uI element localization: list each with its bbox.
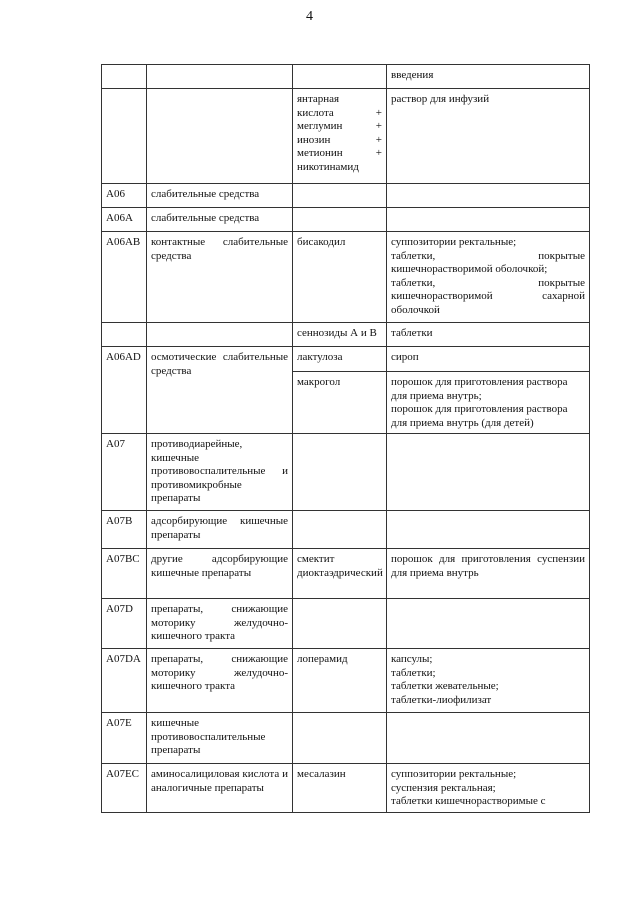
table-row bbox=[102, 323, 590, 347]
group-name-cell bbox=[147, 89, 293, 184]
dosage-form-line: сироп bbox=[391, 351, 419, 363]
atc-code-cell: A06AB bbox=[102, 232, 147, 323]
atc-code-cell: A07 bbox=[102, 434, 147, 511]
table-row bbox=[102, 713, 590, 764]
substance-text: инозин bbox=[297, 133, 331, 146]
group-name-cell bbox=[147, 323, 293, 347]
dosage-form-cell bbox=[387, 434, 590, 511]
dosage-form-cell bbox=[387, 184, 590, 208]
group-name-cell: препараты, снижающие моторику желудочно-кишечного тракта bbox=[147, 649, 293, 713]
dosage-form-line: суппозитории ректальные; bbox=[391, 236, 517, 248]
table-row bbox=[102, 65, 590, 89]
dosage-form-line: таблетки-лиофилизат bbox=[391, 693, 492, 706]
substance-line: лактулоза bbox=[297, 351, 343, 363]
group-name-cell: слабительные средства bbox=[147, 184, 293, 208]
dosage-form-cell bbox=[387, 89, 590, 184]
substance-cell bbox=[293, 511, 387, 549]
dosage-form-line: введения bbox=[391, 69, 434, 81]
dosage-form-line: порошок для приготовления раствора для приема внутрь; bbox=[391, 376, 568, 402]
substance-line: янтарная bbox=[297, 93, 340, 105]
dosage-form-line: таблетки жевательные; bbox=[391, 680, 499, 692]
substance-cell bbox=[293, 184, 387, 208]
dosage-form-cell bbox=[387, 347, 590, 372]
substance-cell: смектит диоктаэдрический bbox=[293, 549, 387, 599]
group-name-cell: адсорбирующие кишечные препараты bbox=[147, 511, 293, 549]
substance-cell bbox=[293, 372, 387, 434]
table-row bbox=[102, 511, 590, 549]
group-name-cell: осмотические слабительные средства bbox=[147, 347, 293, 434]
dosage-form-cell bbox=[387, 65, 590, 89]
atc-code-cell: A06 bbox=[102, 184, 147, 208]
table-row bbox=[102, 599, 590, 649]
table-row bbox=[102, 549, 590, 599]
dosage-form-line: суппозитории ректальные; bbox=[391, 768, 517, 780]
substance-line bbox=[297, 120, 382, 134]
atc-code-cell: A07D bbox=[102, 599, 147, 649]
plus-sign: + bbox=[375, 133, 382, 146]
substance-cell bbox=[293, 764, 387, 813]
substance-cell bbox=[293, 89, 387, 184]
dosage-form-cell bbox=[387, 764, 590, 813]
substance-cell bbox=[293, 713, 387, 764]
table-row bbox=[102, 347, 590, 372]
dosage-form-cell bbox=[387, 599, 590, 649]
atc-code-cell: A07BC bbox=[102, 549, 147, 599]
group-name-cell: другие адсорбирующие кишечные препараты bbox=[147, 549, 293, 599]
table-row bbox=[102, 208, 590, 232]
substance-cell bbox=[293, 434, 387, 511]
atc-code-cell: A07E bbox=[102, 713, 147, 764]
group-name-cell: слабительные средства bbox=[147, 208, 293, 232]
substance-line: месалазин bbox=[297, 768, 346, 780]
atc-code-cell: A07DA bbox=[102, 649, 147, 713]
group-name-cell: аминосалициловая кислота и аналогичные препараты bbox=[147, 764, 293, 813]
atc-code-cell bbox=[102, 323, 147, 347]
atc-code-cell: A06A bbox=[102, 208, 147, 232]
group-name-cell: контактные слабительные средства bbox=[147, 232, 293, 323]
table-row bbox=[102, 232, 590, 323]
plus-sign: + bbox=[375, 120, 382, 132]
substance-line: макрогол bbox=[297, 376, 341, 388]
dosage-form-line: порошок для приготовления раствора для приема внутрь (для детей) bbox=[391, 403, 568, 429]
dosage-form-line: суспензия ректальная; bbox=[391, 781, 496, 794]
group-name-cell: противодиарейные, кишечные противовоспалительные и противомикробные препараты bbox=[147, 434, 293, 511]
table-row bbox=[102, 184, 590, 208]
substance-line: бисакодил bbox=[297, 236, 346, 248]
dosage-form-cell: порошок для приготовления суспензии для приема внутрь bbox=[387, 549, 590, 599]
substance-cell bbox=[293, 323, 387, 347]
group-name-cell bbox=[147, 65, 293, 89]
dosage-form-cell bbox=[387, 649, 590, 713]
dosage-form-line: таблетки, покрытые кишечнорастворимой оболочкой; bbox=[391, 249, 585, 275]
group-name-cell: кишечные противовоспалительные препараты bbox=[147, 713, 293, 764]
substance-cell bbox=[293, 599, 387, 649]
dosage-form-cell bbox=[387, 372, 590, 434]
substance-cell bbox=[293, 232, 387, 323]
group-name-cell: препараты, снижающие моторику желудочно-кишечного тракта bbox=[147, 599, 293, 649]
atc-code-cell: A07B bbox=[102, 511, 147, 549]
table-row bbox=[102, 89, 590, 184]
dosage-form-line: таблетки кишечнорастворимые с bbox=[391, 795, 546, 807]
substance-text: меглумин bbox=[297, 120, 343, 132]
substance-text: кислота bbox=[297, 106, 334, 119]
atc-code-cell: A07EC bbox=[102, 764, 147, 813]
substance-line: лоперамид bbox=[297, 653, 348, 665]
substance-cell bbox=[293, 208, 387, 232]
table-row bbox=[102, 649, 590, 713]
dosage-form-line: таблетки, покрытые кишечнорастворимой сахарной оболочкой bbox=[391, 276, 585, 316]
dosage-form-cell bbox=[387, 511, 590, 549]
substance-cell bbox=[293, 65, 387, 89]
atc-code-cell bbox=[102, 65, 147, 89]
plus-sign: + bbox=[375, 147, 382, 159]
dosage-form-cell bbox=[387, 208, 590, 232]
plus-sign: + bbox=[375, 106, 382, 119]
dosage-form-line: капсулы; bbox=[391, 653, 433, 665]
dosage-form-line: раствор для инфузий bbox=[391, 93, 490, 105]
substance-line bbox=[297, 107, 382, 121]
substance-line bbox=[297, 134, 382, 148]
dosage-form-cell bbox=[387, 232, 590, 323]
substance-line bbox=[297, 147, 382, 161]
substance-line: сеннозиды А и В bbox=[297, 327, 377, 339]
substance-line: никотинамид bbox=[297, 160, 359, 173]
substance-cell bbox=[293, 649, 387, 713]
substance-cell bbox=[293, 347, 387, 372]
atc-code-cell: A06AD bbox=[102, 347, 147, 434]
dosage-form-cell bbox=[387, 323, 590, 347]
dosage-form-line: таблетки; bbox=[391, 666, 436, 679]
drug-table bbox=[101, 64, 590, 813]
page-number: 4 bbox=[306, 9, 313, 24]
table-row bbox=[102, 764, 590, 813]
substance-text: метионин bbox=[297, 147, 343, 159]
atc-code-cell bbox=[102, 89, 147, 184]
dosage-form-cell bbox=[387, 713, 590, 764]
table-row bbox=[102, 434, 590, 511]
dosage-form-line: таблетки bbox=[391, 327, 433, 339]
